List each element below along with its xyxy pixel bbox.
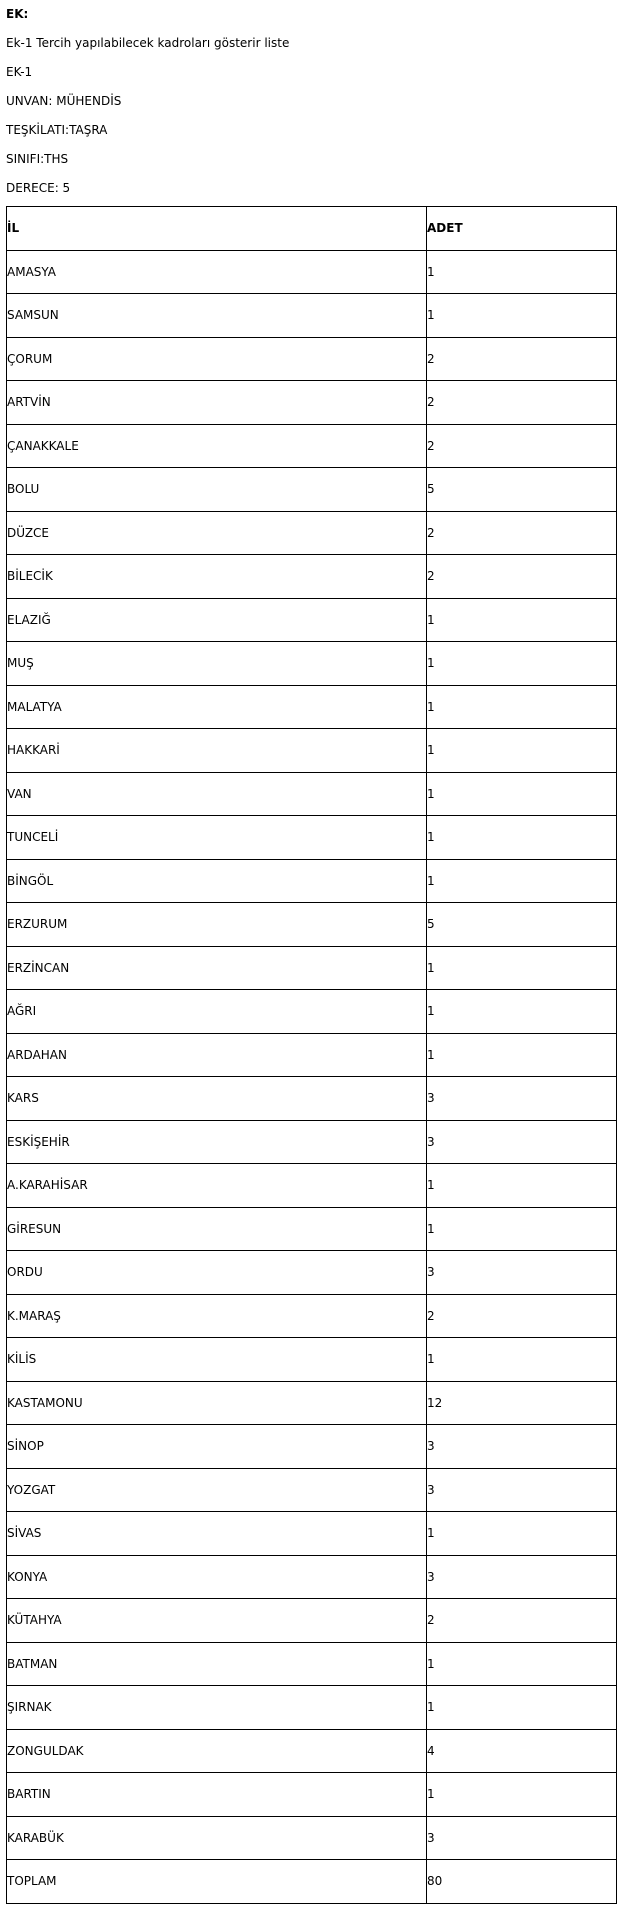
cell-il: SİVAS <box>7 1512 427 1556</box>
cell-il: AMASYA <box>7 250 427 294</box>
cell-il: BARTIN <box>7 1773 427 1817</box>
cell-adet: 3 <box>427 1555 617 1599</box>
cell-il: ELAZIĞ <box>7 598 427 642</box>
table-row <box>7 424 617 468</box>
cell-adet: 1 <box>427 250 617 294</box>
cell-il: MALATYA <box>7 685 427 729</box>
cell-il: SİNOP <box>7 1425 427 1469</box>
table-row <box>7 1338 617 1382</box>
cell-adet: 5 <box>427 903 617 947</box>
table-row <box>7 729 617 773</box>
table-row <box>7 555 617 599</box>
cell-adet: 12 <box>427 1381 617 1425</box>
table-row <box>7 511 617 555</box>
ek-number: EK-1 <box>6 65 33 79</box>
cell-adet: 5 <box>427 468 617 512</box>
table-row <box>7 250 617 294</box>
table-row <box>7 1686 617 1730</box>
cell-adet: 2 <box>427 424 617 468</box>
table-row <box>7 337 617 381</box>
cell-il: VAN <box>7 772 427 816</box>
table-row <box>7 1773 617 1817</box>
cell-adet: 3 <box>427 1425 617 1469</box>
cell-adet: 1 <box>427 946 617 990</box>
cell-il: K.MARAŞ <box>7 1294 427 1338</box>
cell-adet: 2 <box>427 381 617 425</box>
ek-label: EK: <box>6 7 29 21</box>
cell-adet: 3 <box>427 1468 617 1512</box>
cell-il: AĞRI <box>7 990 427 1034</box>
cell-il: KASTAMONU <box>7 1381 427 1425</box>
table-row <box>7 1555 617 1599</box>
cell-il: ARDAHAN <box>7 1033 427 1077</box>
cell-adet: 4 <box>427 1729 617 1773</box>
column-header-adet: ADET <box>427 207 617 251</box>
table-row <box>7 1729 617 1773</box>
cell-il: ORDU <box>7 1251 427 1295</box>
cell-adet: 1 <box>427 1512 617 1556</box>
table-row <box>7 1207 617 1251</box>
cell-il: DÜZCE <box>7 511 427 555</box>
cell-il: ESKİŞEHİR <box>7 1120 427 1164</box>
cell-adet: 2 <box>427 555 617 599</box>
table-row <box>7 468 617 512</box>
table-row <box>7 990 617 1034</box>
cell-adet: 3 <box>427 1120 617 1164</box>
sinifi-line: SINIFI:THS <box>6 152 69 166</box>
table-header-row <box>7 207 617 251</box>
cell-il: TUNCELİ <box>7 816 427 860</box>
cell-il: BİNGÖL <box>7 859 427 903</box>
table-row <box>7 598 617 642</box>
cell-il: ERZİNCAN <box>7 946 427 990</box>
cell-adet: 1 <box>427 772 617 816</box>
table-row <box>7 685 617 729</box>
cell-il: ŞIRNAK <box>7 1686 427 1730</box>
table-row <box>7 1599 617 1643</box>
table-row <box>7 1512 617 1556</box>
teskilat-line: TEŞKİLATI:TAŞRA <box>6 123 108 137</box>
cell-il: BOLU <box>7 468 427 512</box>
total-label: TOPLAM <box>7 1860 427 1904</box>
table-row <box>7 381 617 425</box>
document <box>6 0 616 1904</box>
cell-il: KARS <box>7 1077 427 1121</box>
table-row <box>7 1120 617 1164</box>
cell-il: ARTVİN <box>7 381 427 425</box>
table-row <box>7 1033 617 1077</box>
table-row <box>7 1077 617 1121</box>
cell-il: GİRESUN <box>7 1207 427 1251</box>
table-row <box>7 1251 617 1295</box>
total-value: 80 <box>427 1860 617 1904</box>
table-row <box>7 294 617 338</box>
cell-il: ERZURUM <box>7 903 427 947</box>
table-total-row <box>7 1860 617 1904</box>
cell-adet: 1 <box>427 1207 617 1251</box>
cell-adet: 2 <box>427 511 617 555</box>
table-row <box>7 1642 617 1686</box>
cell-il: YOZGAT <box>7 1468 427 1512</box>
table-row <box>7 1294 617 1338</box>
cell-adet: 1 <box>427 990 617 1034</box>
cell-il: BİLECİK <box>7 555 427 599</box>
table-row <box>7 1381 617 1425</box>
cell-adet: 2 <box>427 1294 617 1338</box>
cell-il: MUŞ <box>7 642 427 686</box>
cell-il: BATMAN <box>7 1642 427 1686</box>
cell-il: SAMSUN <box>7 294 427 338</box>
unvan-line: UNVAN: MÜHENDİS <box>6 94 122 108</box>
derece-line: DERECE: 5 <box>6 181 71 195</box>
list-description: Ek-1 Tercih yapılabilecek kadroları gösterir liste <box>6 36 290 50</box>
column-header-il: İL <box>7 207 427 251</box>
table-row <box>7 946 617 990</box>
table-row <box>7 903 617 947</box>
table-row <box>7 1425 617 1469</box>
table-row <box>7 816 617 860</box>
cell-adet: 1 <box>427 859 617 903</box>
table-row <box>7 1816 617 1860</box>
cell-adet: 1 <box>427 1773 617 1817</box>
table-row <box>7 772 617 816</box>
cell-adet: 1 <box>427 1164 617 1208</box>
table-body <box>7 250 617 1860</box>
cell-adet: 1 <box>427 1338 617 1382</box>
cell-adet: 1 <box>427 729 617 773</box>
cell-adet: 1 <box>427 816 617 860</box>
cell-adet: 1 <box>427 642 617 686</box>
table-row <box>7 642 617 686</box>
cell-adet: 2 <box>427 1599 617 1643</box>
cell-adet: 3 <box>427 1816 617 1860</box>
cell-il: ÇORUM <box>7 337 427 381</box>
cell-il: KİLİS <box>7 1338 427 1382</box>
table-row <box>7 1164 617 1208</box>
cell-adet: 3 <box>427 1251 617 1295</box>
cadre-table <box>6 206 617 1904</box>
table-row <box>7 1468 617 1512</box>
cell-il: ZONGULDAK <box>7 1729 427 1773</box>
cell-adet: 2 <box>427 337 617 381</box>
cell-il: KONYA <box>7 1555 427 1599</box>
cell-adet: 3 <box>427 1077 617 1121</box>
cell-il: KÜTAHYA <box>7 1599 427 1643</box>
cell-adet: 1 <box>427 1642 617 1686</box>
cell-adet: 1 <box>427 1033 617 1077</box>
cell-il: ÇANAKKALE <box>7 424 427 468</box>
cell-adet: 1 <box>427 598 617 642</box>
cell-il: HAKKARİ <box>7 729 427 773</box>
cell-adet: 1 <box>427 685 617 729</box>
cell-adet: 1 <box>427 294 617 338</box>
cell-adet: 1 <box>427 1686 617 1730</box>
cell-il: KARABÜK <box>7 1816 427 1860</box>
table-row <box>7 859 617 903</box>
cell-il: A.KARAHİSAR <box>7 1164 427 1208</box>
